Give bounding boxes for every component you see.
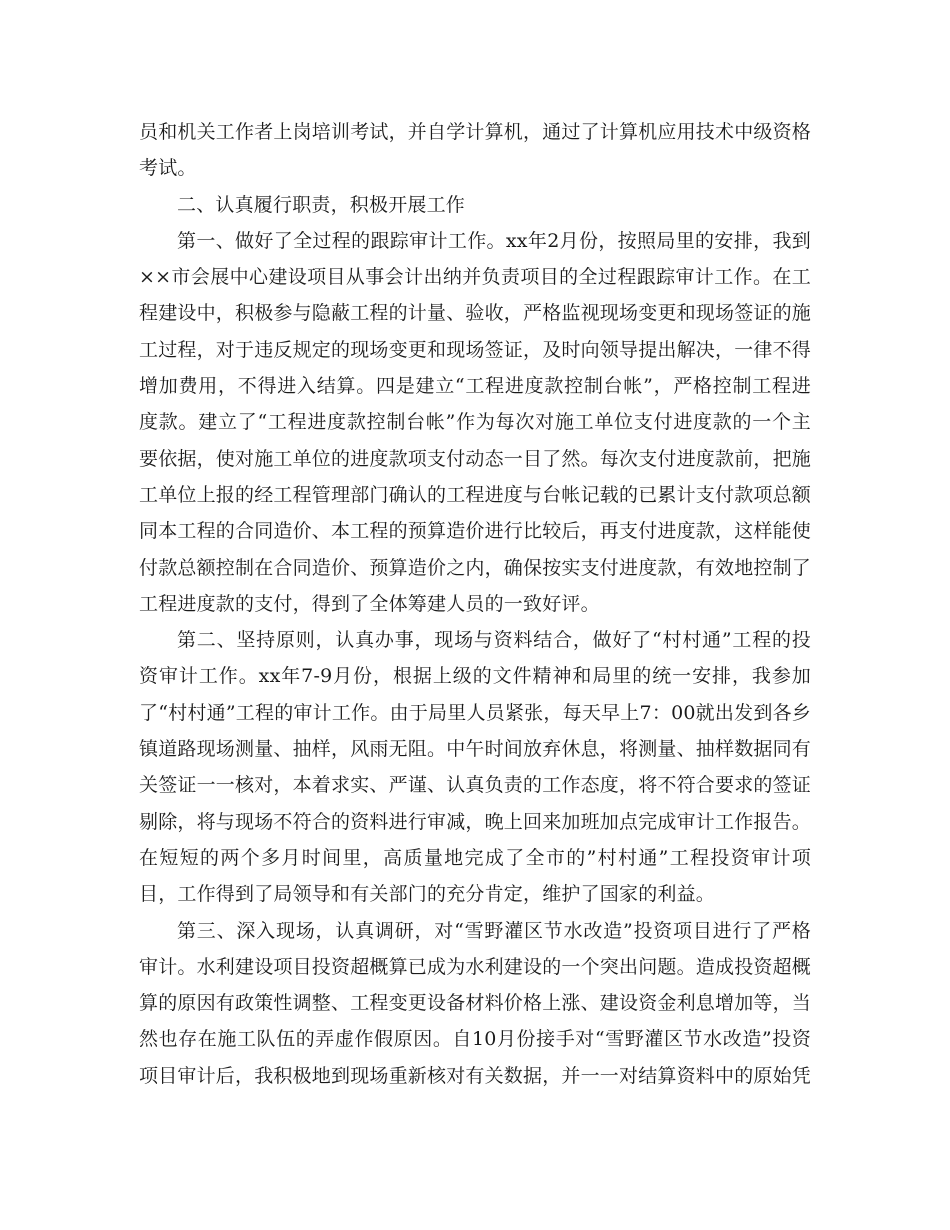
- paragraph-third: 第三、深入现场，认真调研，对“雪野灌区节水改造”投资项目进行了严格审计。水利建设项目投资超概算已成为水利建设的一个突出问题。造成投资超概算的原因有政策性调整、工程变更设备材料价格上涨、建设资金利息增加等，当然也存在施工队伍的弄虚作假原因。自10月份接手对“雪野灌区节水改造”投资项目审计后，我积极地到现场重新核对有关数据，并一一对结算资料中的原始凭: [139, 919, 812, 1087]
- paragraph-first: 第一、做好了全过程的跟踪审计工作。xx年2月份，按照局里的安排，我到××市会展中心建设项目从事会计出纳并负责项目的全过程跟踪审计工作。在工程建设中，积极参与隐蔽工程的计量、验收，严格监视现场变更和现场签证的施工过程，对于违反规定的现场变更和现场签证，及时向领导提出解决，一律不得增加费用，不得进入结算。四是建立“工程进度款控制台帐”，严格控制工程进度款。建立了“工程进度款控制台帐”作为每次对施工单位支付进度款的一个主要依据，使对施工单位的进度款项支付动态一目了然。每次支付进度款前，把施工单位上报的经工程管理部门确认的工程进度与台帐记载的已累计支付款项总额同本工程的合同造价、本工程的预算造价进行比较后，再支付进度款，这样能使付款总额控制在合同造价、预算造价之内，确保按实支付进度款，有效地控制了工程进度款的支付，得到了全体筹建人员的一致好评。: [139, 229, 812, 615]
- document-body: [139, 114, 811, 1094]
- paragraph-second: 第二、坚持原则，认真办事，现场与资料结合，做好了“村村通”工程的投资审计工作。xx年7-9月份，根据上级的文件精神和局里的统一安排，我参加了“村村通”工程的审计工作。由于局里人员紧张，每天早上7：00就出发到各乡镇道路现场测量、抽样，风雨无阻。中午时间放弃休息，将测量、抽样数据同有关签证一一核对，本着求实、严谨、认真负责的工作态度，将不符合要求的签证剔除，将与现场不符合的资料进行审减，晚上回来加班加点完成审计工作报告。在短短的两个多月时间里，高质量地完成了全市的”村村通”工程投资审计项目，工作得到了局领导和有关部门的充分肯定，维护了国家的利益。: [139, 629, 812, 906]
- paragraph-continuation: 员和机关工作者上岗培训考试，并自学计算机，通过了计算机应用技术中级资格考试。: [139, 121, 812, 180]
- section-heading: 二、认真履行职责，积极开展工作: [177, 193, 466, 216]
